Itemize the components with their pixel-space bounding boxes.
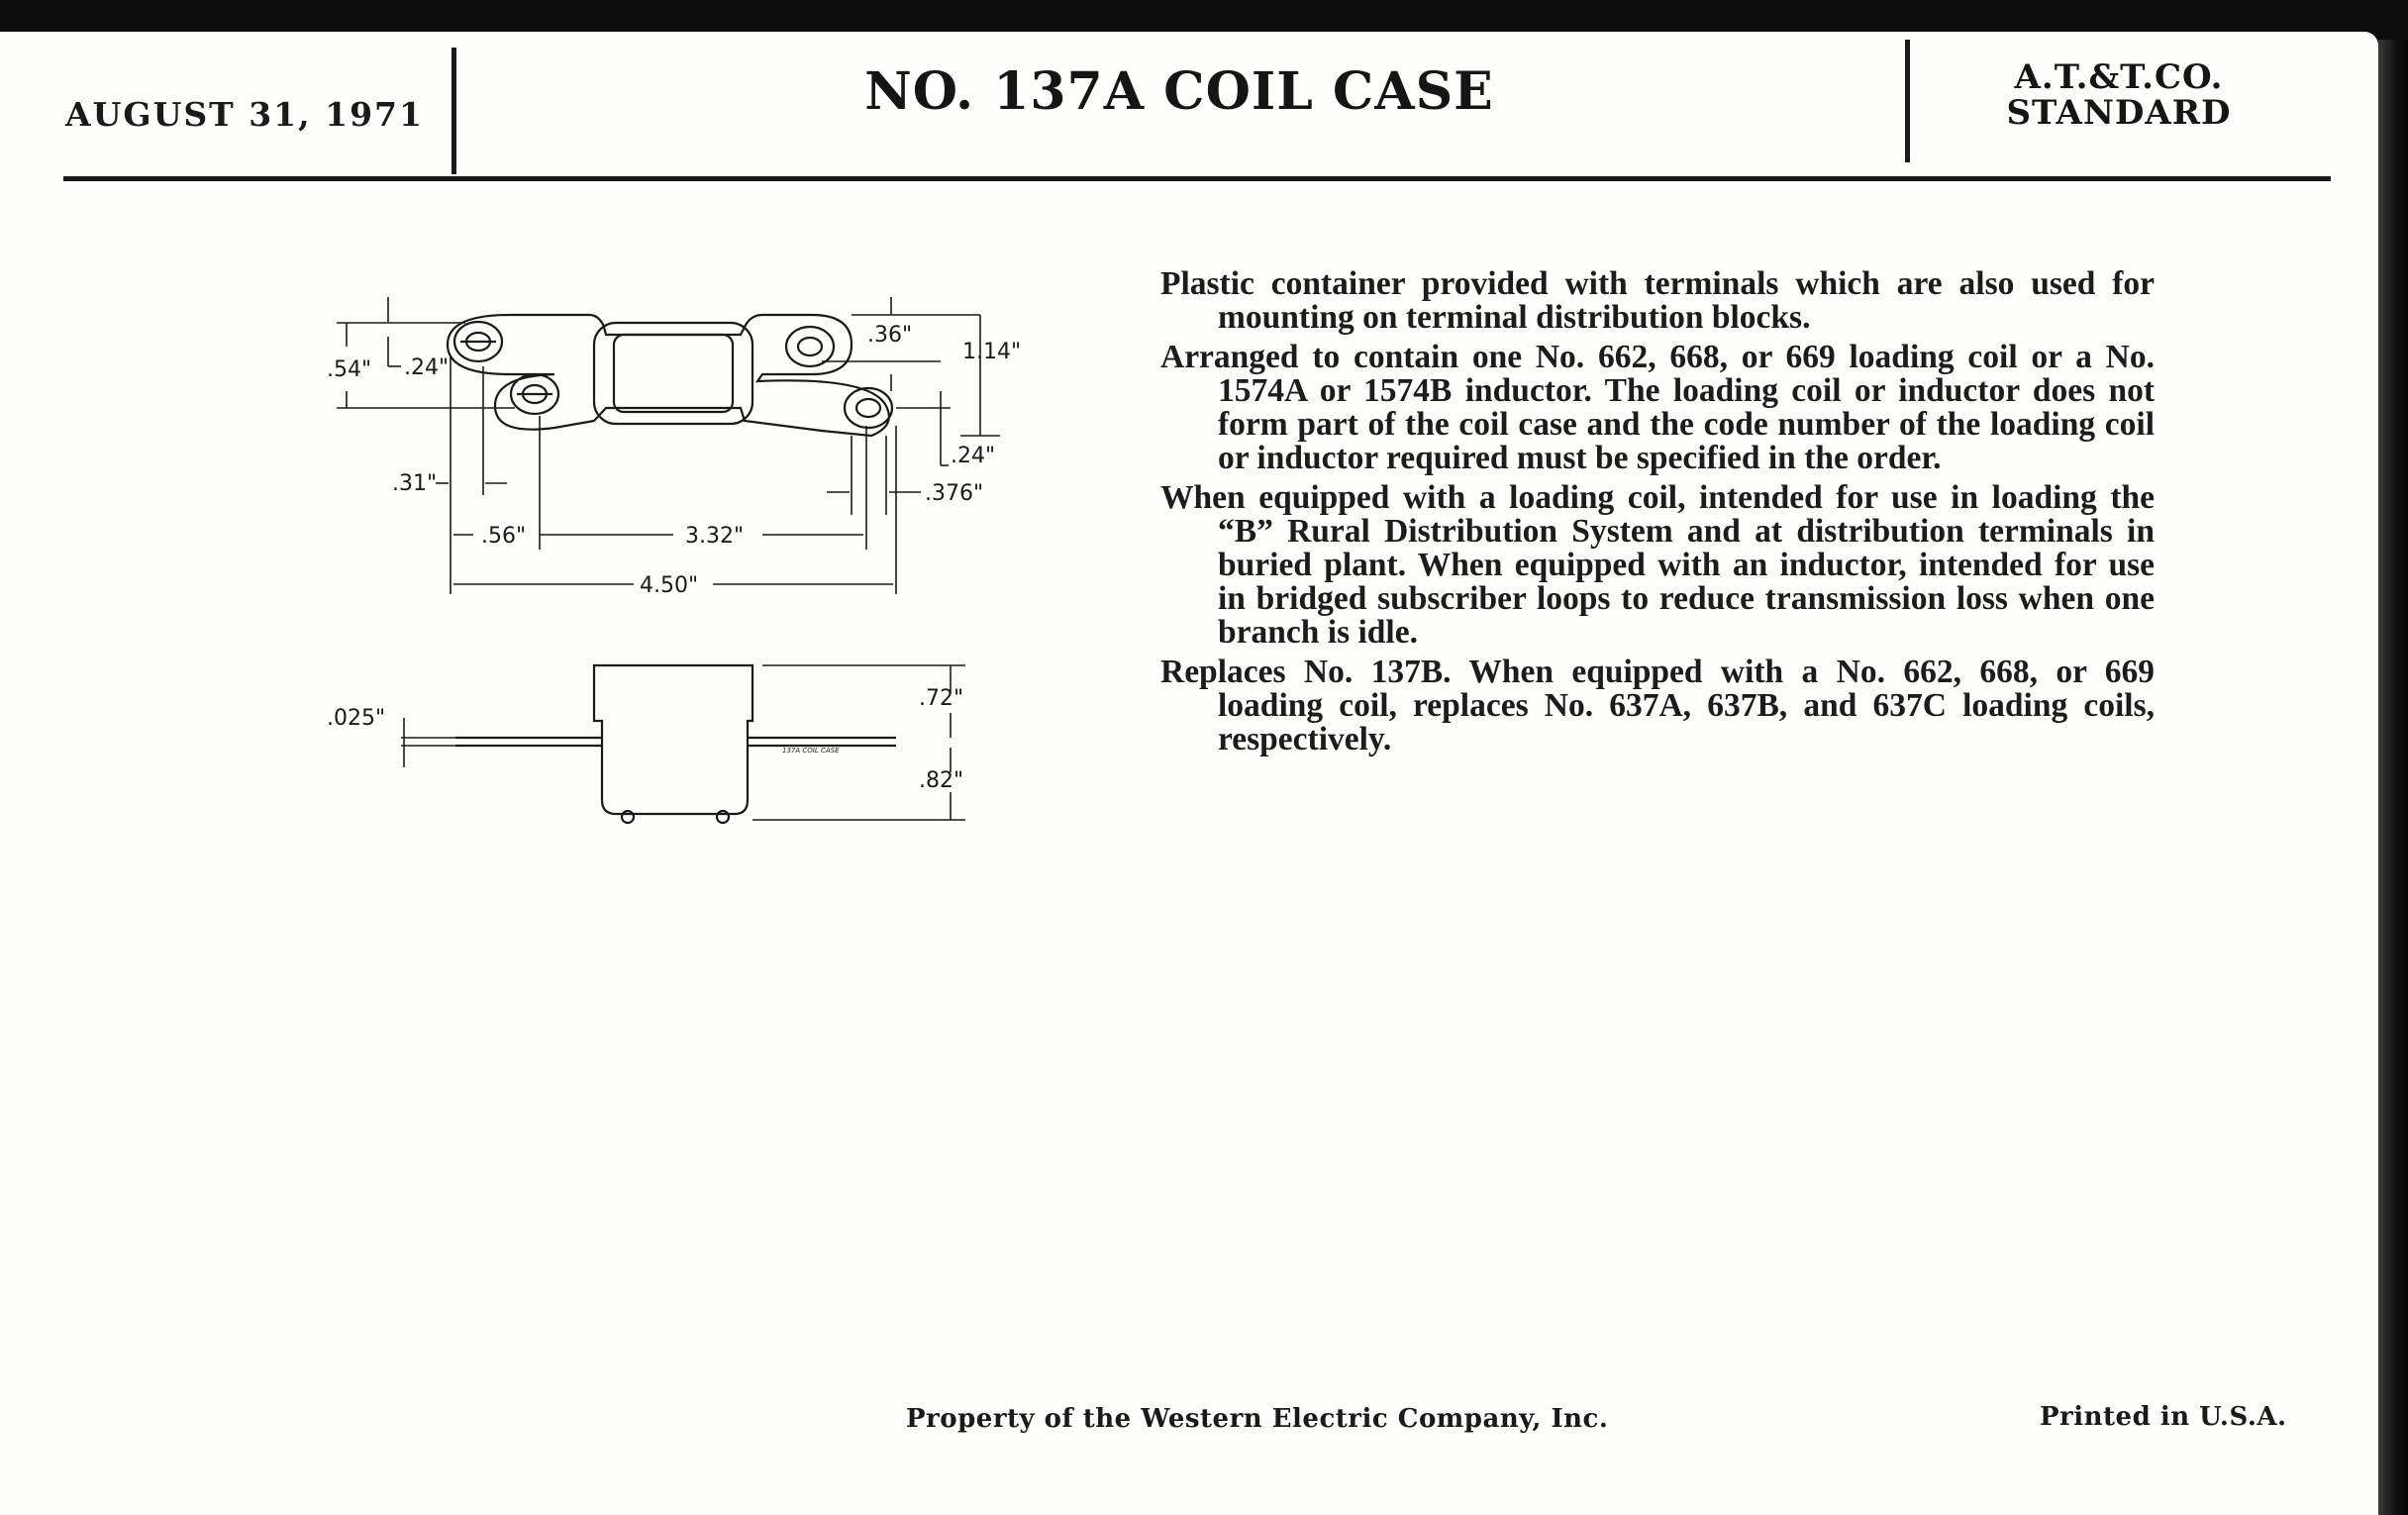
standard-label: [1951, 59, 2287, 131]
description-paragraph-4: Replaces No. 137B. When equipped with a No. 662, 668, or 669 loading coil, replaces No. 637A, 637B, and 637C loading coils, respectively.: [1160, 654, 2155, 758]
description: [1160, 267, 2155, 762]
mounting-plate-outline: [448, 315, 889, 436]
coil-case-drawing: [0, 0, 1089, 871]
terminal-hole-4: [845, 388, 892, 428]
description-paragraph-3: When equipped with a loading coil, intended for use in loading the “B” Rural Distribution System and at distribution terminals in buried plant. When equipped with an inductor, intended for use in bridged subscriber loops to reduce transmission loss when one branch is idle.: [1160, 479, 2155, 651]
case-marking: 137A COIL CASE: [782, 747, 840, 755]
dim-056: .56": [481, 524, 527, 549]
standard-line-1: A.T.&T.CO.: [2014, 57, 2224, 97]
footer-printed: Printed in U.S.A.: [2040, 1402, 2287, 1432]
dim-036: .36": [867, 323, 913, 348]
page-title: NO. 137A COIL CASE: [864, 61, 1494, 122]
dim-054: .54": [327, 357, 372, 382]
dim-072: .72": [919, 686, 964, 711]
dim-114: 1.14": [962, 340, 1022, 364]
dim-031: .31": [392, 471, 438, 496]
header-divider-right: [1905, 40, 1910, 162]
dim-332: 3.32": [685, 524, 745, 549]
case-side-view: [594, 665, 752, 814]
dim-024-left: .24": [404, 355, 450, 380]
dim-082: .82": [919, 768, 964, 793]
description-paragraph-1: Plastic container provided with terminals which are also used for mounting on terminal distribution blocks.: [1160, 265, 2155, 336]
case-outline-inner: [614, 335, 733, 412]
footer-property: Property of the Western Electric Company, Inc.: [906, 1404, 1609, 1434]
dim-450: 4.50": [640, 573, 699, 598]
dim-0376: .376": [925, 481, 984, 506]
description-paragraph-2: Arranged to contain one No. 662, 668, or 669 loading coil or a No. 1574A or 1574B inductor. The loading coil or inductor does not form part of the coil case and the code number of the loading coil or inductor required must be specified in the order.: [1160, 339, 2155, 476]
dim-0025: .025": [327, 706, 386, 731]
dim-024-right: .24": [951, 444, 996, 468]
card-edge-shadow: [2378, 40, 2408, 1515]
standard-line-2: STANDARD: [2006, 93, 2232, 133]
terminal-hole-3: [786, 327, 834, 366]
header-date: AUGUST 31, 1971: [65, 95, 424, 134]
